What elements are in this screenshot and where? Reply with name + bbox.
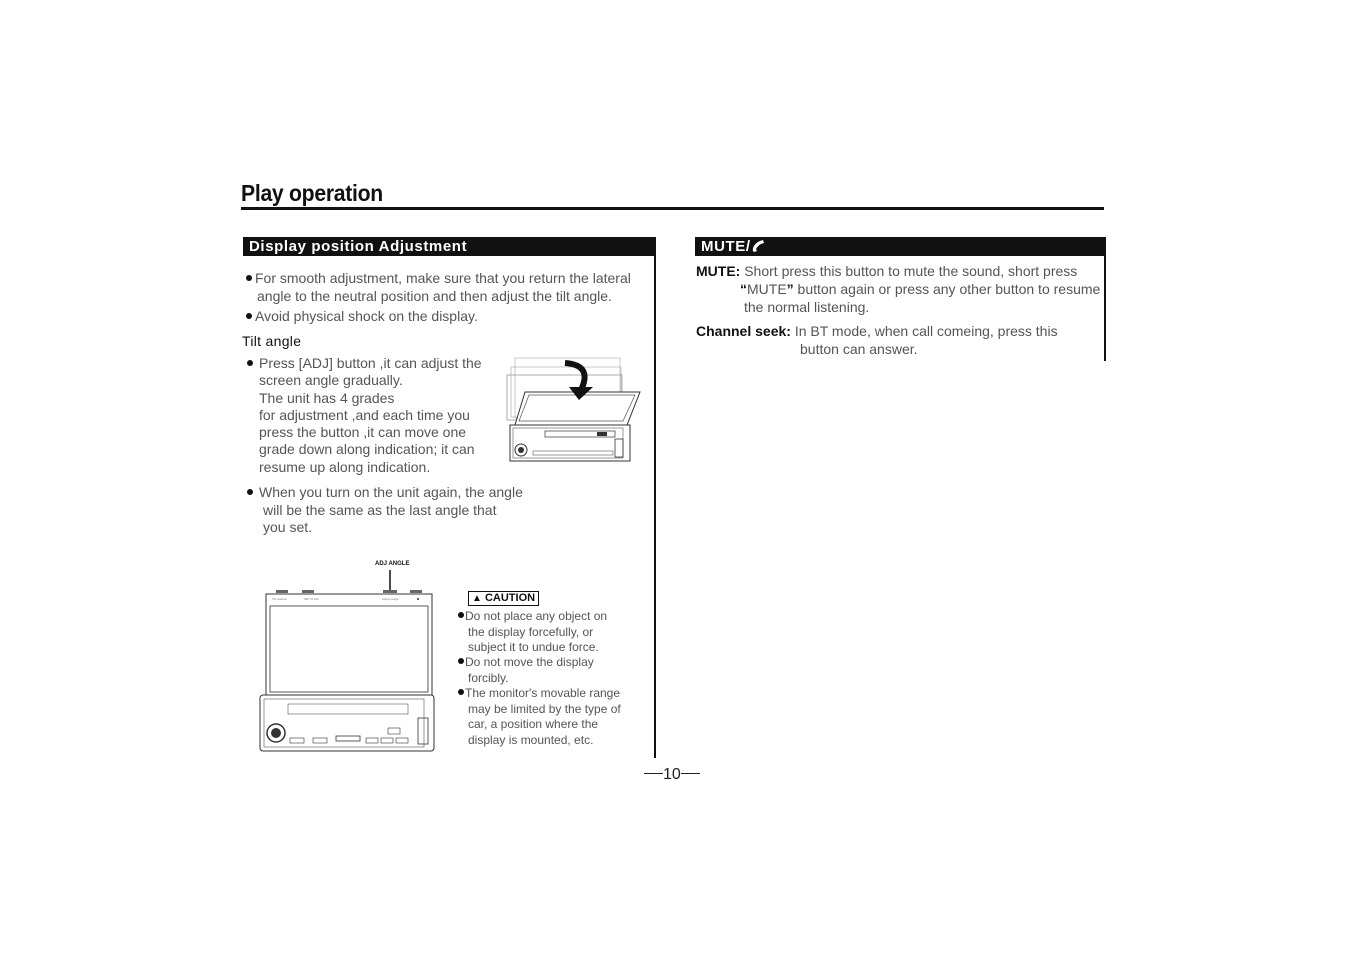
- tilt-angle-heading: Tilt angle: [242, 333, 302, 349]
- svg-text:SET FUNC: SET FUNC: [304, 597, 319, 601]
- section-header-mute: [695, 237, 1106, 256]
- caution-label: ▲ CAUTION: [468, 591, 539, 606]
- adj-angle-label: ADJ ANGLE: [375, 561, 410, 567]
- right-column-divider: [1104, 237, 1106, 361]
- caution-bullet-1: Do not place any object on the display forcefully, or subject it to undue force.: [458, 609, 607, 656]
- section-header-display-position: [243, 237, 655, 256]
- tilt-illustration: [505, 355, 645, 465]
- caution-bullet-2: Do not move the display forcibly.: [458, 655, 594, 686]
- caution-bullet-3: The monitor's movable range may be limited by the type of car, a position where the display is mounted, etc.: [458, 686, 621, 748]
- svg-text:Adjust angle: Adjust angle: [382, 597, 399, 601]
- tilt-bullet: Press [ADJ] button ,it can adjust the screen angle gradually. The unit has 4 grades for adjustment ,and each time you press the button ,it can move one grade down along indication; it can resume up along indication.: [247, 355, 482, 476]
- turn-on-bullet: When you turn on the unit again, the angle will be the same as the last angle that you set.: [247, 484, 523, 537]
- channel-seek-description: Channel seek: In BT mode, when call comeing, press this button can answer.: [696, 323, 1058, 357]
- intro-bullet-2: Avoid physical shock on the display.: [246, 307, 478, 325]
- page-number: 10: [644, 766, 700, 784]
- section-title: Display position Adjustment: [249, 238, 468, 255]
- warning-triangle-icon: ▲: [472, 593, 482, 604]
- title-rule: [241, 207, 1104, 210]
- page-title: Play operation: [241, 180, 383, 206]
- svg-text:Tilt position: Tilt position: [272, 597, 288, 601]
- section-title: MUTE/: [701, 238, 751, 255]
- left-column-divider: [654, 237, 656, 758]
- phone-handset-icon: [751, 239, 767, 253]
- unit-front-illustration: [258, 568, 440, 754]
- mute-description: MUTE: Short press this button to mute the sound, short press “MUTE” button again or press any other button to resume the normal listening.: [696, 263, 1101, 315]
- intro-bullet-1: For smooth adjustment, make sure that you return the lateral angle to the neutral position and then adjust the tilt angle.: [246, 269, 631, 305]
